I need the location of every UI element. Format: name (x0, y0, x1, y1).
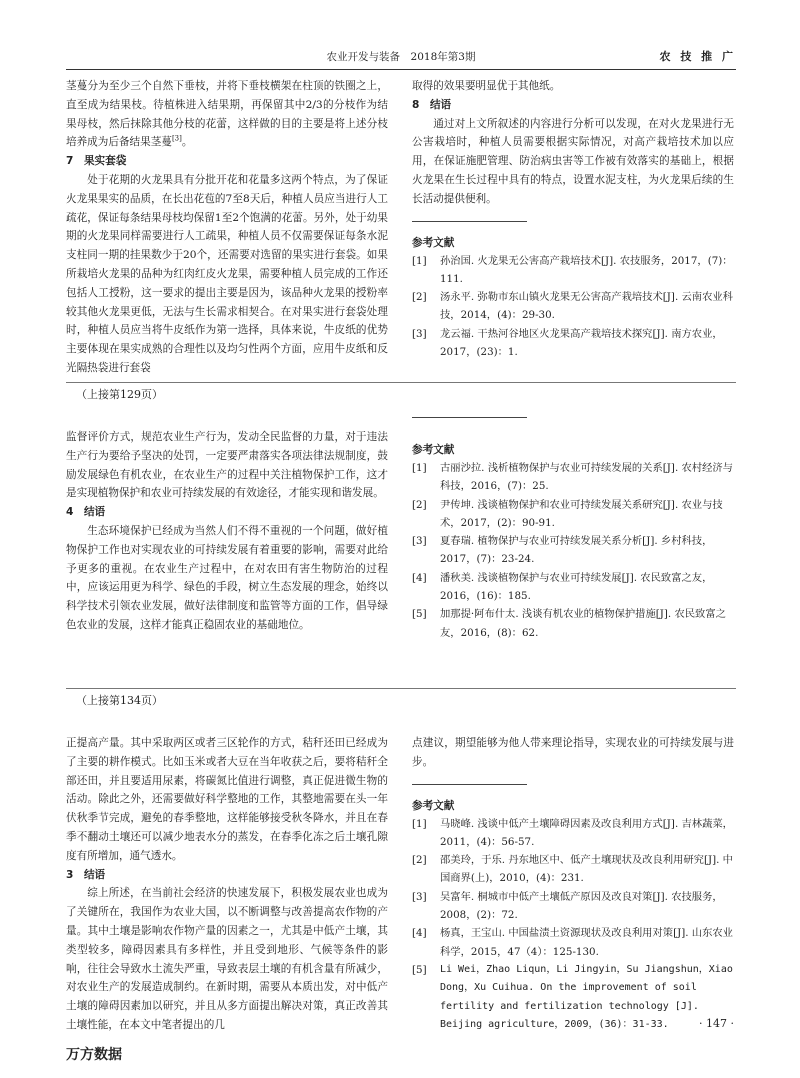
references-rule (412, 221, 527, 222)
reference-text: 龙云福. 干热河谷地区火龙果高产栽培技术探究[J]. 南方农业，2017，(23)：1. (440, 327, 723, 359)
paragraph: 取得的效果要明显优于其他纸。 (412, 80, 561, 92)
text: 。 (181, 136, 193, 149)
reference-item (412, 605, 734, 642)
reference-item (412, 496, 734, 533)
reference-number: [1] (412, 817, 427, 830)
section-heading: 8 结语 (412, 98, 452, 111)
reference-text: 马晓峰. 浅谈中低产土壤障碍因素及改良利用方式[J]. 吉林蔬菜，2011，(4)：56-57. (440, 817, 733, 848)
reference-item (412, 325, 734, 362)
reference-number: [2] (412, 854, 427, 867)
reference-number: [5] (412, 963, 427, 976)
reference-item (412, 288, 734, 325)
reference-item (412, 569, 734, 606)
reference-item (412, 961, 734, 1034)
reference-number: [4] (412, 927, 427, 940)
block1-left-column (66, 77, 388, 378)
reference-number: [1] (412, 254, 427, 267)
paragraph: 点建议，期望能够为他人带来理论指导，实现农业的可持续发展与进步。 (412, 737, 734, 768)
page-number: · 147 · (699, 1017, 734, 1030)
reference-text: 尹传坤. 浅谈植物保护和农业可持续发展关系研究[J]. 农业与技术，2017，(2)：90-91. (440, 498, 723, 529)
section-heading: 3 结语 (66, 868, 106, 881)
reference-item (412, 851, 734, 888)
block1-right-column (412, 77, 734, 361)
reference-text: 汤永平. 弥勒市东山镇火龙果无公害高产栽培技术[J]. 云南农业科技，2014，(4)：29-30. (440, 291, 733, 322)
paragraph: 监督评价方式，规范农业生产行为，发动全民监督的力量，对于违法生产行为要给予坚决的处罚，一定要严肃落实各项法律法规制度，鼓励发展绿色有机农业，在农业生产的过程中关注植物保护工作，这才是实现植物保护和农业可持续发展的有效途径，才能实现和谐发展。 (66, 431, 388, 500)
reference-item (412, 459, 734, 496)
paragraph: 综上所述，在当前社会经济的快速发展下，积极发展农业也成为了关键所在，我国作为农业大国，以不断调整与改善提高农作物的产量。其中土壤是影响农作物产量的因素之一，尤其是中低产土壤，其类型较多，障碍因素具有多样性，并且受到地形、气候等条件的影响，往往会导致水土流失严重，导致表层土壤的有机含量有所减少，对农业生产的发展造成制约。在新时期，需要从本质出发，对中低产土壤的障碍因素加以研究，并且从多方面提出解决对策，真正改善其土壤性能，在本文中笔者提出的几 (66, 887, 388, 1031)
reference-number: [3] (412, 327, 427, 340)
reference-text: 潘秋美. 浅谈植物保护与农业可持续发展[J]. 农民致富之友，2016，(16)：185. (440, 571, 713, 603)
reference-text: Li Wei，Zhao Liqun，Li Jingyin，Su Jiangshun，Xiao Dong，Xu Cuihua. On the improvement of soil fertility and fertilization technology [J]. Beijing agriculture，2009，(36)：31-33. (440, 963, 733, 1030)
journal-issue: 农业开发与装备 2018年第3期 (326, 51, 476, 63)
section-heading: 7 果实套袋 (66, 155, 127, 168)
references-rule (412, 784, 527, 785)
paragraph: 处于花期的火龙果具有分批开花和花量多这两个特点，为了保证火龙果果实的品质，在长出花苞的7至8天后，种植人员应当进行人工疏花，保证每条结果母枝均保留1至2个饱满的花蕾。另外，处于幼果期的火龙果同样需要进行人工疏果，种植人员不仅需要保证每条水泥支柱同一期的挂果数少于20个，还需要对选留的果实进行套袋。如果所栽培火龙果的品种为红肉红皮火龙果，需要种植人员完成的工作还包括人工授粉，这一要求的提出主要是因为，该品种火龙果的授粉率较其他火龙果更低，无法与生长需求相契合。在对果实进行套袋处理时，种植人员应当将牛皮纸作为第一选择，具体来说，牛皮纸的优势主要体现在果实成熟的合理性以及均匀性两个方面，应用牛皮纸和反光隔热袋进行套袋 (66, 173, 388, 374)
reference-number: [5] (412, 608, 427, 621)
references-rule (412, 417, 527, 418)
reference-text: 杨真，王宝山. 中国盐渍土资源现状及改良利用对策[J]. 山东农业科学，2015，47（4）：125-130. (440, 927, 733, 958)
block3-left-column (66, 734, 388, 1035)
running-header (66, 49, 736, 65)
text: 茎蔓分为至少三个自然下垂枝，并将下垂枝横架在柱顶的铁圈之上，直至成为结果枝。待植株进入结果期，再保留其中2/3的分枝作为结果母枝，然后抹除其他分枝的花蕾，这样做的目的主要是将上述分枝培养成为后备结果茎蔓 (66, 80, 388, 149)
header-rule (66, 69, 736, 70)
reference-number: [4] (412, 571, 427, 584)
reference-text: 吴富年. 桐城市中低产土壤低产原因及改良对策[J]. 农技服务，2008，(2)：72. (440, 890, 723, 922)
reference-text: 夏春瑞. 植物保护与农业可持续发展关系分析[J]. 乡村科技，2017，(7)：23-24. (440, 535, 713, 566)
paragraph (66, 77, 388, 152)
reference-text: 孙治国. 火龙果无公害高产栽培技术[J]. 农技服务，2017，(7)：111. (440, 254, 733, 285)
reference-item (412, 252, 734, 289)
reference-text: 邵美玲，于乐. 丹东地区中、低产土壤现状及改良利用研究[J]. 中国商界(上)，2010，(4)：231. (440, 854, 733, 885)
reference-number: [1] (412, 462, 427, 474)
block3-right-column (412, 734, 734, 1034)
watermark-brand: 万方数据 (66, 1047, 122, 1063)
section-label: 农 技 推 广 (659, 50, 736, 63)
article-divider (66, 382, 736, 383)
reference-text: 古丽沙拉. 浅析植物保护与农业可持续发展的关系[J]. 农村经济与科技，2016，(7)：25. (440, 462, 733, 493)
references-title: 参考文献 (412, 236, 455, 249)
reference-number: [3] (412, 890, 427, 903)
reference-number: [2] (412, 291, 427, 304)
continued-from-label: （上接第129页） (76, 388, 163, 401)
references-title: 参考文献 (412, 799, 455, 812)
continued-from-label: （上接第134页） (76, 694, 163, 707)
paragraph: 生态环境保护已经成为当然人们不得不重视的一个问题，做好植物保护工作也对实现农业的可持续发展有着重要的影响，需要对此给予更多的重视。在农业生产过程中，在对农田有害生物防治的过程中，应该运用更为科学、绿色的手段，树立生态发展的理念，始终以科学技术引领农业发展，做好法律制度和监管等方面的工作，倡导绿色农业的发展，这样才能真正稳固农业的基础地位。 (66, 524, 388, 631)
block2-right-column (412, 441, 734, 642)
reference-item (412, 924, 734, 961)
reference-text: 加那提·阿布什太. 浅谈有机农业的植物保护措施[J]. 农民致富之友，2016，(8)：62. (440, 608, 726, 639)
reference-item (412, 532, 734, 569)
paragraph: 正提高产量。其中采取两区或者三区轮作的方式，秸秆还田已经成为了主要的耕作模式。比如玉米或者大豆在当年收获之后，要将秸秆全部还田，并且要适用尿素，将碳氮比值进行调整，真正促进微生物的活动。除此之外，还需要做好科学整地的工作，其整地需要在头一年伏秋季节完成，避免的春季整地，这样能够接受秋冬降水，并且在春季不翻动土壤还可以减少地表水分的蒸发，在春季化冻之后土壤孔隙度有所增加，通气透水。 (66, 737, 388, 862)
reference-item (412, 888, 734, 925)
paragraph: 通过对上文所叙述的内容进行分析可以发现，在对火龙果进行无公害栽培时，种植人员需要根据实际情况，对高产栽培技术加以应用，在保证施肥管理、防治病虫害等工作被有效落实的基础上，根据火龙果在生长过程中具有的特点，设置水泥支柱，为火龙果后续的生长活动提供便利。 (412, 117, 734, 205)
block2-left-column (66, 428, 388, 635)
reference-item (412, 815, 734, 852)
reference-number: [2] (412, 498, 427, 511)
section-heading: 4 结语 (66, 506, 106, 519)
article-divider (66, 688, 736, 689)
reference-number: [3] (412, 535, 427, 548)
references-title: 参考文献 (412, 444, 455, 456)
citation: [3] (171, 134, 182, 143)
